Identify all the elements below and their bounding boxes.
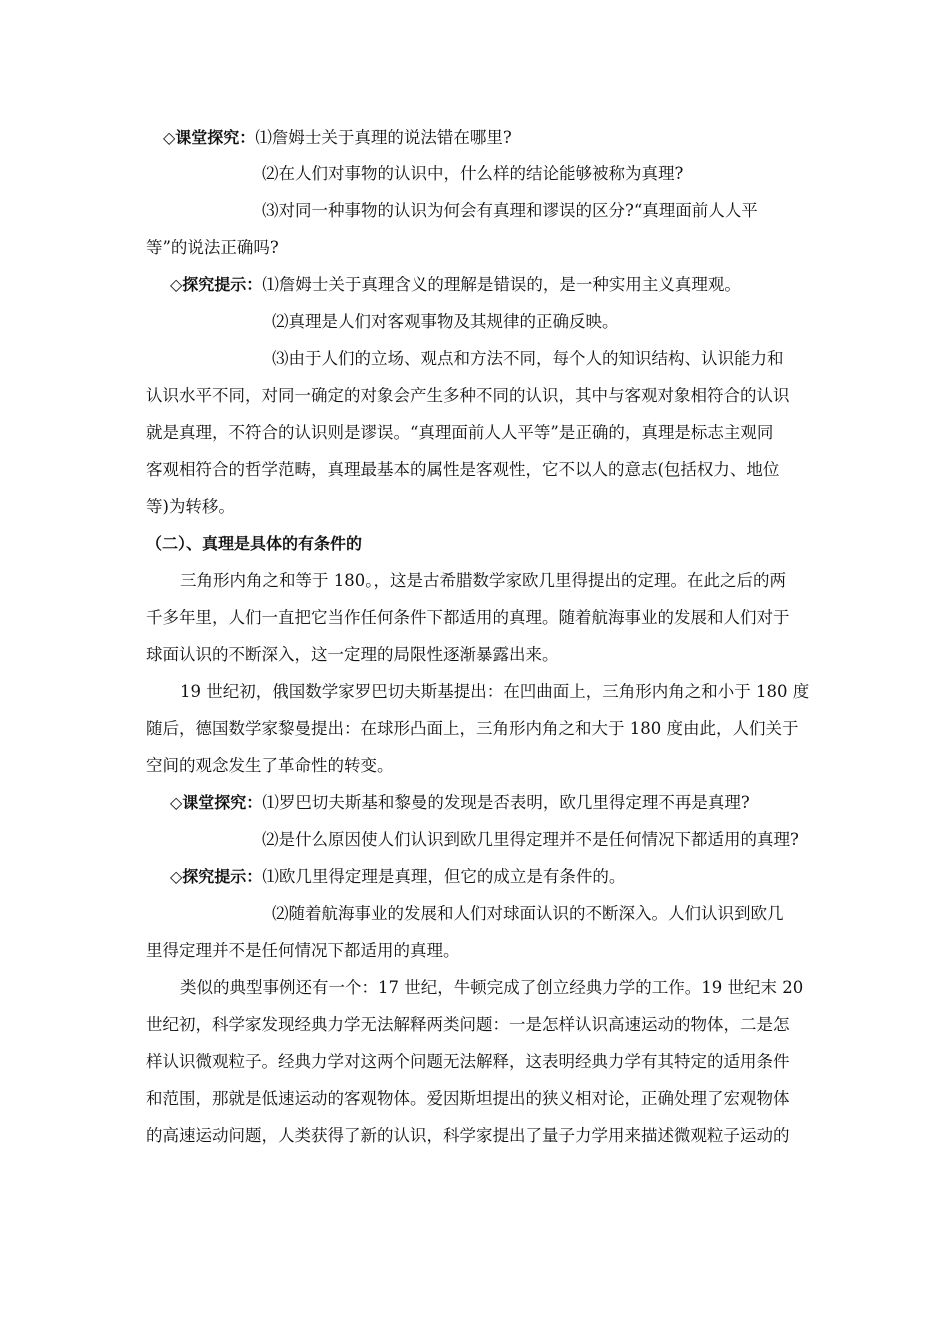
hint-answer-3-line-5: 等)为转移。 — [146, 497, 235, 516]
hint-answer-3-line-3: 就是真理，不符合的认识则是谬误。“真理面前人人平等”是正确的，真理是标志主观同 — [146, 423, 774, 442]
inquiry-question-2: ⑵在人们对事物的认识中，什么样的结论能够被称为真理? — [262, 164, 684, 183]
paragraph-3-line-4: 和范围，那就是低速运动的客观物体。爱因斯坦提出的狭义相对论，正确处理了宏观物体 — [146, 1089, 790, 1108]
hint2-line-1 — [170, 866, 625, 888]
hint-line-1 — [170, 274, 741, 296]
hint-answer-3-line-2: 认识水平不同，对同一确定的对象会产生多种不同的认识，其中与客观对象相符合的认识 — [146, 386, 790, 405]
section-heading: （二）、真理是具体的有条件的 — [146, 534, 363, 553]
hint-answer-1: ⑴詹姆士关于真理含义的理解是错误的，是一种实用主义真理观。 — [262, 275, 741, 294]
paragraph-3-line-5: 的高速运动问题，人类获得了新的认识，科学家提出了量子力学用来描述微观粒子运动的 — [146, 1126, 790, 1145]
inquiry-question-3a: ⑶对同一种事物的认识为何会有真理和谬误的区分?“真理面前人人平 — [262, 201, 758, 220]
hint-answer-2: ⑵真理是人们对客观事物及其规律的正确反映。 — [272, 312, 619, 331]
inquiry-label: ◇课堂探究： — [163, 128, 256, 147]
paragraph-2-line-1: 19 世纪初，俄国数学家罗巴切夫斯基提出：在凹曲面上，三角形内角之和小于 180 度 — [180, 682, 810, 701]
hint2-answer-2-line-2: 里得定理并不是任何情况下都适用的真理。 — [146, 941, 460, 960]
hint-answer-3-line-4: 客观相符合的哲学范畴，真理最基本的属性是客观性，它不以人的意志(包括权力、地位 — [146, 460, 780, 479]
paragraph-1-line-3: 球面认识的不断深入，这一定理的局限性逐渐暴露出来。 — [146, 645, 559, 664]
inquiry-question-3b: 等”的说法正确吗? — [146, 238, 279, 257]
inquiry2-line-1 — [170, 792, 750, 814]
paragraph-3-line-2: 世纪初，科学家发现经典力学无法解释两类问题：一是怎样认识高速运动的物体，二是怎 — [146, 1015, 790, 1034]
inquiry2-question-2: ⑵是什么原因使人们认识到欧几里得定理并不是任何情况下都适用的真理? — [262, 830, 799, 849]
paragraph-2-line-2: 随后，德国数学家黎曼提出：在球形凸面上，三角形内角之和大于 180 度由此，人们关于 — [146, 719, 799, 738]
hint2-answer-2-line-1: ⑵随着航海事业的发展和人们对球面认识的不断深入。人们认识到欧几 — [272, 904, 784, 923]
paragraph-1-line-2: 千多年里，人们一直把它当作任何条件下都适用的真理。随着航海事业的发展和人们对于 — [146, 608, 790, 627]
hint-label: ◇探究提示： — [170, 275, 263, 294]
hint-answer-3-line-1: ⑶由于人们的立场、观点和方法不同，每个人的知识结构、认识能力和 — [272, 349, 784, 368]
paragraph-3-line-3: 样认识微观粒子。经典力学对这两个问题无法解释，这表明经典力学有其特定的适用条件 — [146, 1052, 790, 1071]
hint2-answer-1: ⑴欧几里得定理是真理，但它的成立是有条件的。 — [262, 867, 626, 886]
hint2-label: ◇探究提示： — [170, 867, 263, 886]
paragraph-3-line-1: 类似的典型事例还有一个：17 世纪，牛顿完成了创立经典力学的工作。19 世纪末 20 — [180, 978, 804, 997]
inquiry-question-1: ⑴詹姆士关于真理的说法错在哪里? — [255, 128, 512, 147]
paragraph-1-line-1: 三角形内角之和等于 180。，这是古希腊数学家欧几里得提出的定理。在此之后的两 — [180, 571, 786, 590]
paragraph-2-line-3: 空间的观念发生了革命性的转变。 — [146, 756, 394, 775]
inquiry2-label: ◇课堂探究： — [170, 793, 263, 812]
inquiry2-question-1: ⑴罗巴切夫斯基和黎曼的发现是否表明，欧几里得定理不再是真理? — [262, 793, 750, 812]
inquiry-line-1 — [163, 127, 512, 149]
